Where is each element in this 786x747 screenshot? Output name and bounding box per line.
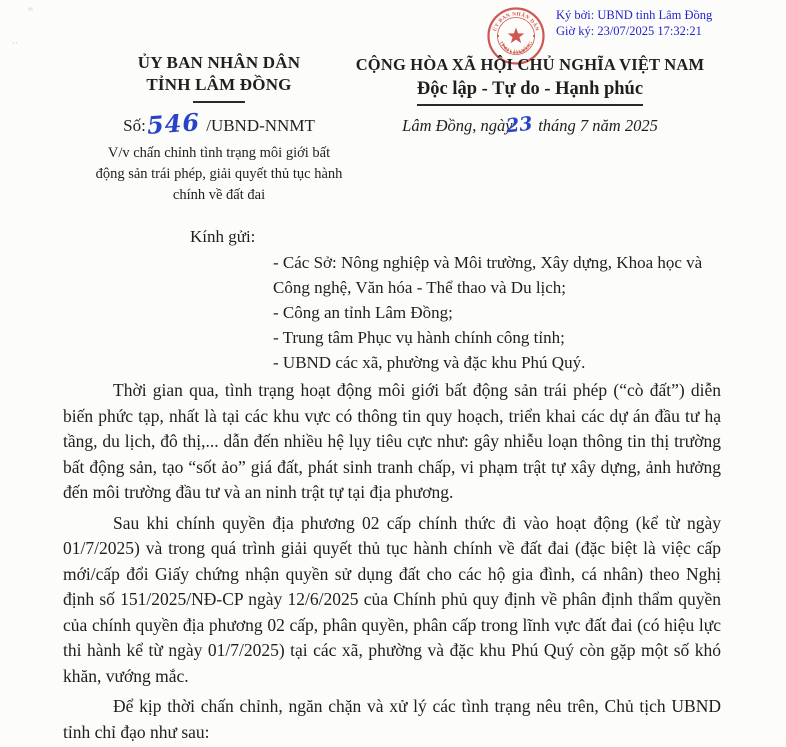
document-body bbox=[63, 378, 721, 747]
date-handwritten-day: 23 bbox=[504, 112, 534, 138]
scan-artifact: ·· bbox=[12, 38, 18, 48]
body-paragraph: Thời gian qua, tình trạng hoạt động môi giới bất động sản trái phép (“cò đất”) diễn biến phức tạp, nhất là tại các khu vực có thông tin quy hoạch, triển khai các dự án đầu tư hạ tầng, du lịch, đô thị,... dẫn đến nhiều hệ lụy tiêu cực như: gây nhiễu loạn thông tin thị trường bất động sản, tạo “sốt ảo” giá đất, phát sinh tranh chấp, vi phạm trật tự xây dựng, ảnh hưởng đến môi trường đầu tư và an ninh trật tự tại địa phương. bbox=[63, 380, 721, 502]
recipients-list bbox=[273, 250, 713, 375]
national-motto: Độc lập - Tự do - Hạnh phúc bbox=[416, 79, 644, 99]
issuer-name-line1: ỦY BAN NHÂN DÂN bbox=[137, 53, 301, 72]
date-prefix: Lâm Đồng, ngày bbox=[402, 116, 513, 135]
recipient-item: - Trung tâm Phục vụ hành chính công tỉnh; bbox=[273, 328, 565, 347]
seal-star-icon bbox=[508, 28, 525, 44]
date-suffix: tháng 7 năm 2025 bbox=[538, 116, 658, 135]
recipient-item: - UBND các xã, phường và đặc khu Phú Quý. bbox=[273, 353, 586, 372]
national-header bbox=[342, 54, 718, 136]
document-number-line bbox=[95, 107, 343, 140]
doc-number-handwritten: 546 bbox=[145, 107, 201, 140]
place-date-line bbox=[342, 114, 718, 136]
recipient-item: - Các Sở: Nông nghiệp và Môi trường, Xây dựng, Khoa học và Công nghệ, Văn hóa - Thể thao và Du lịch; bbox=[273, 253, 703, 297]
scan-artifact: ≈ bbox=[27, 3, 34, 15]
seal-ring-text-top: ỦY BAN NHÂN DÂN bbox=[492, 11, 540, 33]
national-title: CỘNG HÒA XÃ HỘI CHỦ NGHĨA VIỆT NAM bbox=[355, 55, 705, 74]
doc-number-suffix: /UBND-NNMT bbox=[206, 116, 315, 135]
body-paragraph: Sau khi chính quyền địa phương 02 cấp chính thức đi vào hoạt động (kể từ ngày 01/7/2025) và trong quá trình giải quyết thủ tục hành chính về đất đai (đặc biệt là việc cấp mới/cấp đổi Giấy chứng nhận quyền sử dụng đất cho các hộ gia đình, cá nhân) theo Nghị định số 151/2025/NĐ-CP ngày 12/6/2025 của Chính phủ quy định về phân định thẩm quyền của chính quyền địa phương 02 cấp, phân quyền, phân cấp trong lĩnh vực đất đai (có hiệu lực thi hành kể từ ngày 01/7/2025) tại các xã, phường và đặc khu Phú Quý còn gặp một số khó khăn, vướng mắc. bbox=[63, 512, 721, 686]
svg-text:TỈNH LÂM ĐỒNG bbox=[499, 40, 534, 55]
digital-signature-block bbox=[556, 7, 776, 39]
issuer-header bbox=[95, 52, 343, 206]
motto-underline bbox=[417, 104, 643, 106]
recipient-item: - Công an tỉnh Lâm Đồng; bbox=[273, 303, 453, 322]
issuer-name-line2: TỈNH LÂM ĐỒNG bbox=[146, 75, 292, 94]
salutation-label: Kính gửi: bbox=[190, 227, 256, 246]
body-paragraph: Để kịp thời chấn chỉnh, ngăn chặn và xử lý các tình trạng nêu trên, Chủ tịch UBND tỉnh chỉ đạo như sau: bbox=[63, 696, 721, 742]
signature-signer: Ký bởi: UBND tỉnh Lâm Đồng bbox=[556, 8, 713, 22]
document-subject: V/v chấn chỉnh tình trạng môi giới bất động sản trái phép, giải quyết thủ tục hành chính về đất đai bbox=[95, 145, 343, 203]
signature-time: Giờ ký: 23/07/2025 17:32:21 bbox=[556, 24, 702, 38]
seal-ring-text-bottom: TỈNH LÂM ĐỒNG bbox=[498, 40, 534, 55]
doc-number-prefix: Số: bbox=[123, 116, 146, 135]
issuer-underline bbox=[193, 101, 245, 103]
